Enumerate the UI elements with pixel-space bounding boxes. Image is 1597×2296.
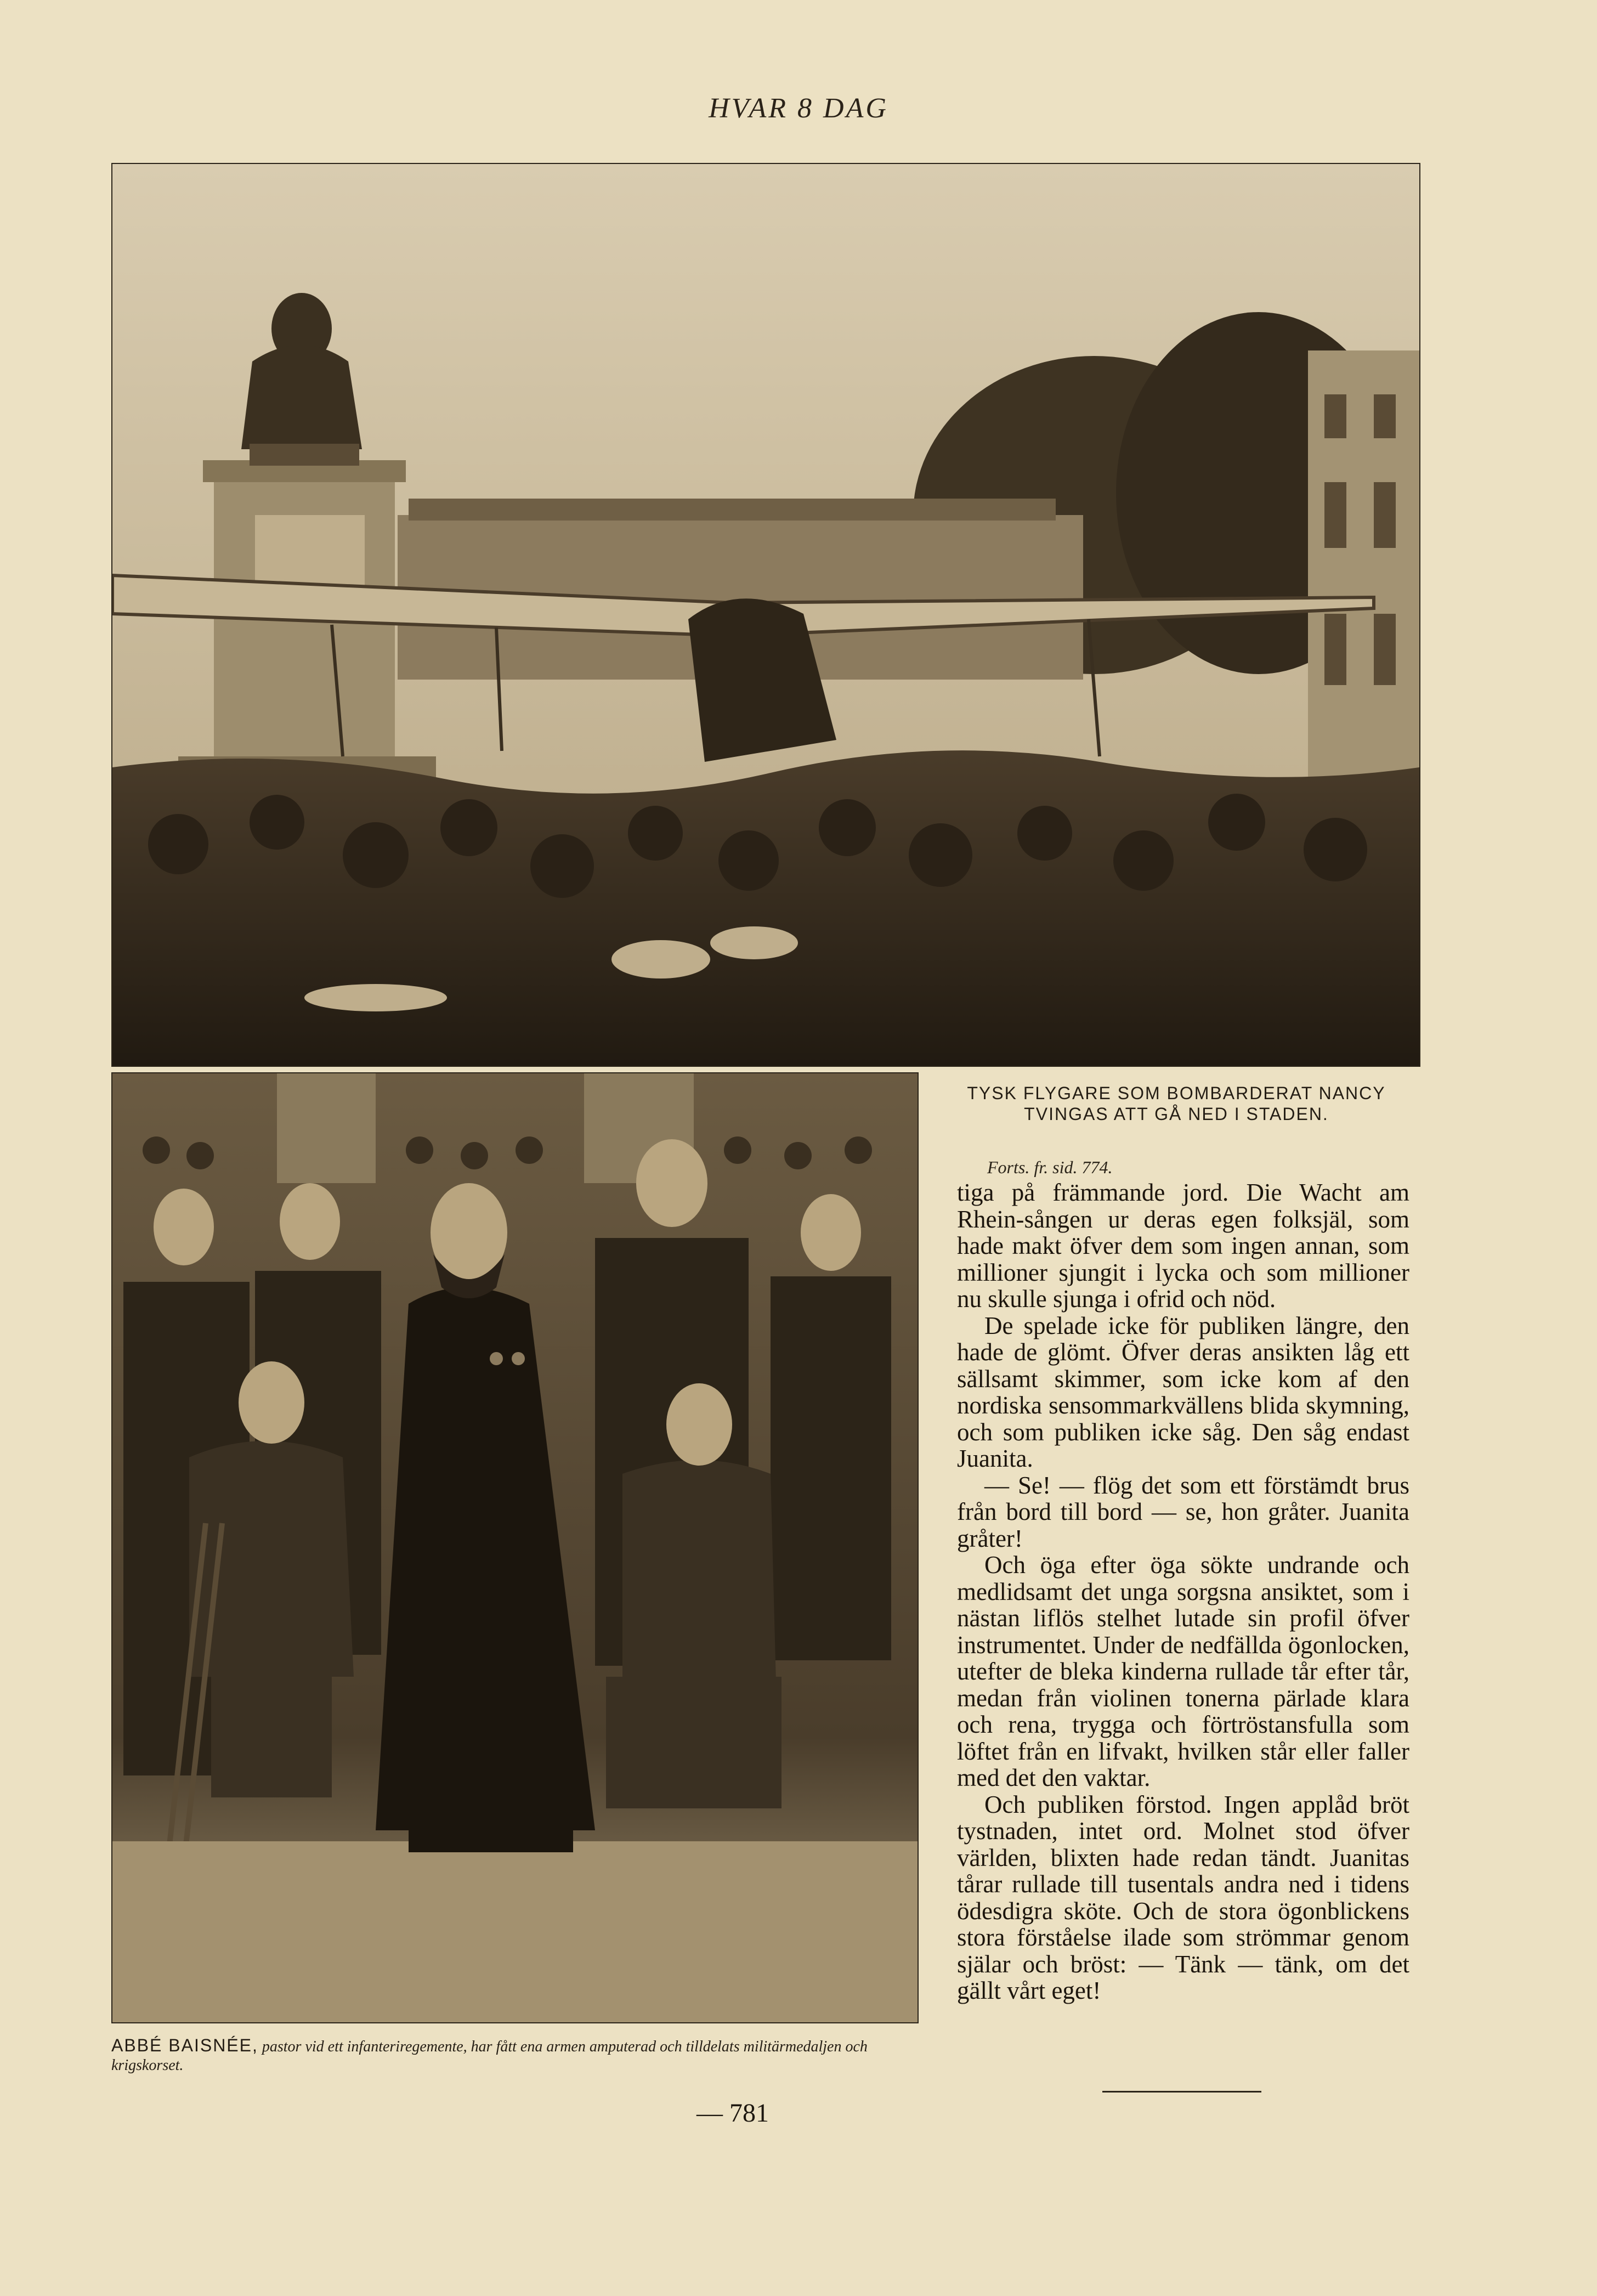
page-number: — 781 bbox=[696, 2099, 769, 2128]
photo-captured-aircraft-caption: TYSK FLYGARE SOM BOMBARDERAT NANCY TVINGAS ATT GÅ NED I STADEN. bbox=[967, 1083, 1386, 1124]
page-header: HVAR 8 DAG bbox=[709, 93, 888, 124]
photo-abbe-baisnee-image bbox=[112, 1073, 918, 2022]
continued-from-note: Forts. fr. sid. 774. bbox=[987, 1157, 1113, 1177]
article-paragraph: — Se! — flög det som ett förstämdt brus från bord till bord — se, hon gråter. Juanita gråter! bbox=[957, 1471, 1409, 1552]
photo-abbe-baisnee bbox=[111, 1072, 919, 2023]
article-paragraph: tiga på främmande jord. Die Wacht am Rhein-sången ur deras egen folksjäl, som hade makt öfver dem som ingen annan, som millioner sjungit i lycka och som millioner nu skulle sjunga i ofrid och nöd. bbox=[957, 1179, 1409, 1313]
photo-abbe-baisnee-caption bbox=[111, 2035, 934, 2074]
photo-captured-aircraft-image bbox=[112, 164, 1419, 1066]
article-paragraph: Och publiken förstod. Ingen applåd bröt tystnaden, intet ord. Molnet stod öfver världen, blixten hade redan tändt. Juanitas tårar rullade till tusentals andra ned i tidens ödesdigra sköte. Och de stora ögonblickens stora förståelse ilade som strömmar genom själar och bröst: — Tänk — tänk, om det gällt vårt eget! bbox=[957, 1790, 1409, 2004]
photo-captured-aircraft bbox=[111, 163, 1420, 1067]
article-body bbox=[957, 1179, 1409, 2004]
article-paragraph: De spelade icke för publiken längre, den hade de glömt. Öfver deras ansikten låg ett sällsamt skimmer, som icke kom af den nordiska sensommarkvällens blida skymning, och som publiken icke såg. Den såg endast Juanita. bbox=[957, 1311, 1409, 1472]
article-paragraph: Och öga efter öga sökte undrande och medlidsamt det unga sorgsna ansiktet, som i nästan liflös stelhet lutade sin profil öfver instrumentet. Under de nedfällda ögonlocken, utefter de bleka kinderna rullade tår efter tår, medan från violinen tonerna pärlade klara och rena, trygga och förtröstansfulla som löftet från en lifvakt, hvilken står eller faller med det den vaktar. bbox=[957, 1551, 1409, 1791]
article-end-rule bbox=[1102, 2091, 1261, 2093]
caption-description: pastor vid ett infanteriregemente, har fått ena armen amputerad och tilldelats militärmedaljen och krigskorset. bbox=[111, 2038, 868, 2074]
caption-person-name: ABBÉ BAISNÉE, bbox=[111, 2035, 258, 2055]
